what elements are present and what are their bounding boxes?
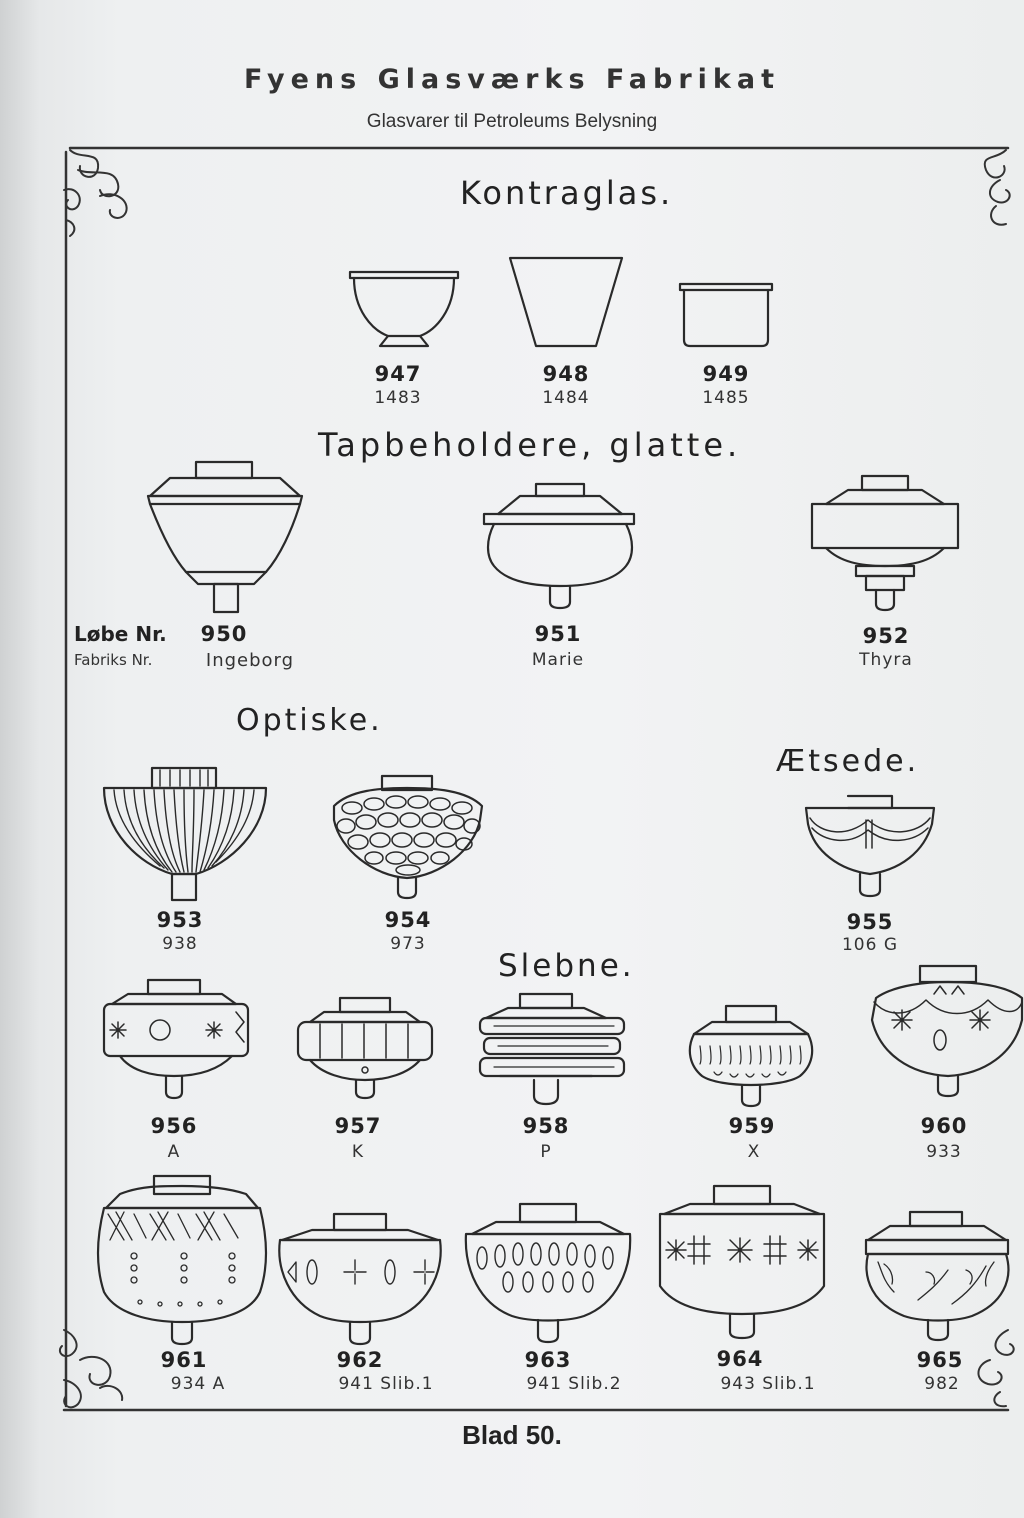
item-factory-number: A bbox=[167, 1142, 181, 1162]
item-956-drawing bbox=[104, 980, 248, 1098]
item-number: 952 bbox=[862, 624, 910, 648]
item-number: 949 bbox=[702, 362, 750, 386]
item-factory-number: 1483 bbox=[374, 388, 422, 408]
item-number: 958 bbox=[522, 1114, 570, 1138]
item-number: 960 bbox=[920, 1114, 968, 1138]
item-965-drawing bbox=[866, 1212, 1008, 1340]
item-950-drawing bbox=[148, 462, 302, 612]
item-947-drawing bbox=[350, 272, 458, 346]
item-958-drawing bbox=[480, 994, 624, 1104]
item-number: 950 bbox=[200, 622, 248, 646]
item-number: 962 bbox=[336, 1348, 384, 1372]
page-number: Blad 50. bbox=[462, 1420, 562, 1450]
item-factory-number: 941 Slib.1 bbox=[338, 1374, 434, 1394]
item-factory-number: 973 bbox=[390, 934, 426, 954]
item-949-drawing bbox=[680, 284, 772, 346]
item-964-drawing bbox=[660, 1186, 824, 1338]
item-948-drawing bbox=[510, 258, 622, 346]
item-factory-number: 1484 bbox=[542, 388, 590, 408]
item-factory-number: Marie bbox=[531, 650, 585, 670]
item-952-drawing bbox=[812, 476, 958, 610]
item-951-drawing bbox=[484, 484, 634, 608]
item-number: 955 bbox=[846, 910, 894, 934]
item-factory-number: 1485 bbox=[702, 388, 750, 408]
item-factory-number: Thyra bbox=[859, 650, 913, 670]
section-heading-optiske: Optiske. bbox=[236, 703, 383, 738]
item-number: 956 bbox=[150, 1114, 198, 1138]
item-number: 947 bbox=[374, 362, 422, 386]
section-heading-tapbeholdere: Tapbeholdere, glatte. bbox=[318, 426, 742, 464]
item-factory-number: 934 A bbox=[170, 1374, 226, 1394]
item-factory-number: 943 Slib.1 bbox=[720, 1374, 816, 1394]
item-962-drawing bbox=[279, 1214, 440, 1344]
item-factory-number: P bbox=[540, 1142, 552, 1162]
item-number: 963 bbox=[524, 1348, 572, 1372]
item-957-drawing bbox=[298, 998, 432, 1098]
item-factory-number: K bbox=[351, 1142, 365, 1162]
item-955-drawing bbox=[806, 796, 934, 896]
item-factory-number: Ingeborg bbox=[205, 650, 295, 671]
corner-ornament-top-left bbox=[64, 150, 127, 236]
section-heading-aetsede: Ætsede. bbox=[776, 744, 920, 779]
item-number: 951 bbox=[534, 622, 582, 646]
catalog-subtitle: Glasvarer til Petroleums Belysning bbox=[366, 111, 658, 132]
item-factory-number: 933 bbox=[926, 1142, 962, 1162]
item-number: 957 bbox=[334, 1114, 382, 1138]
item-number: 959 bbox=[728, 1114, 776, 1138]
item-number: 953 bbox=[156, 908, 204, 932]
item-number: 954 bbox=[384, 908, 432, 932]
item-factory-number: 941 Slib.2 bbox=[526, 1374, 622, 1394]
item-959-drawing bbox=[690, 1006, 812, 1106]
item-963-drawing bbox=[466, 1204, 630, 1342]
item-960-drawing bbox=[872, 966, 1022, 1096]
item-953-drawing bbox=[104, 768, 266, 900]
item-954-drawing bbox=[334, 776, 482, 898]
corner-ornament-top-right bbox=[985, 150, 1010, 225]
ornamental-frame bbox=[60, 148, 1014, 1410]
legend-fabriks-nr: Fabriks Nr. bbox=[74, 651, 153, 669]
item-factory-number: 982 bbox=[924, 1374, 960, 1394]
item-961-drawing bbox=[98, 1176, 266, 1344]
item-number: 948 bbox=[542, 362, 590, 386]
section-heading-kontraglas: Kontraglas. bbox=[460, 174, 674, 212]
legend-loebe-nr: Løbe Nr. bbox=[74, 622, 167, 646]
item-factory-number: 106 G bbox=[841, 935, 899, 955]
item-number: 965 bbox=[916, 1348, 964, 1372]
section-heading-slebne: Slebne. bbox=[498, 948, 635, 984]
item-factory-number: 938 bbox=[162, 934, 198, 954]
item-factory-number: X bbox=[747, 1142, 761, 1162]
catalog-title: Fyens Glasværks Fabrikat bbox=[244, 64, 780, 95]
item-number: 961 bbox=[160, 1348, 208, 1372]
item-number: 964 bbox=[716, 1347, 764, 1371]
